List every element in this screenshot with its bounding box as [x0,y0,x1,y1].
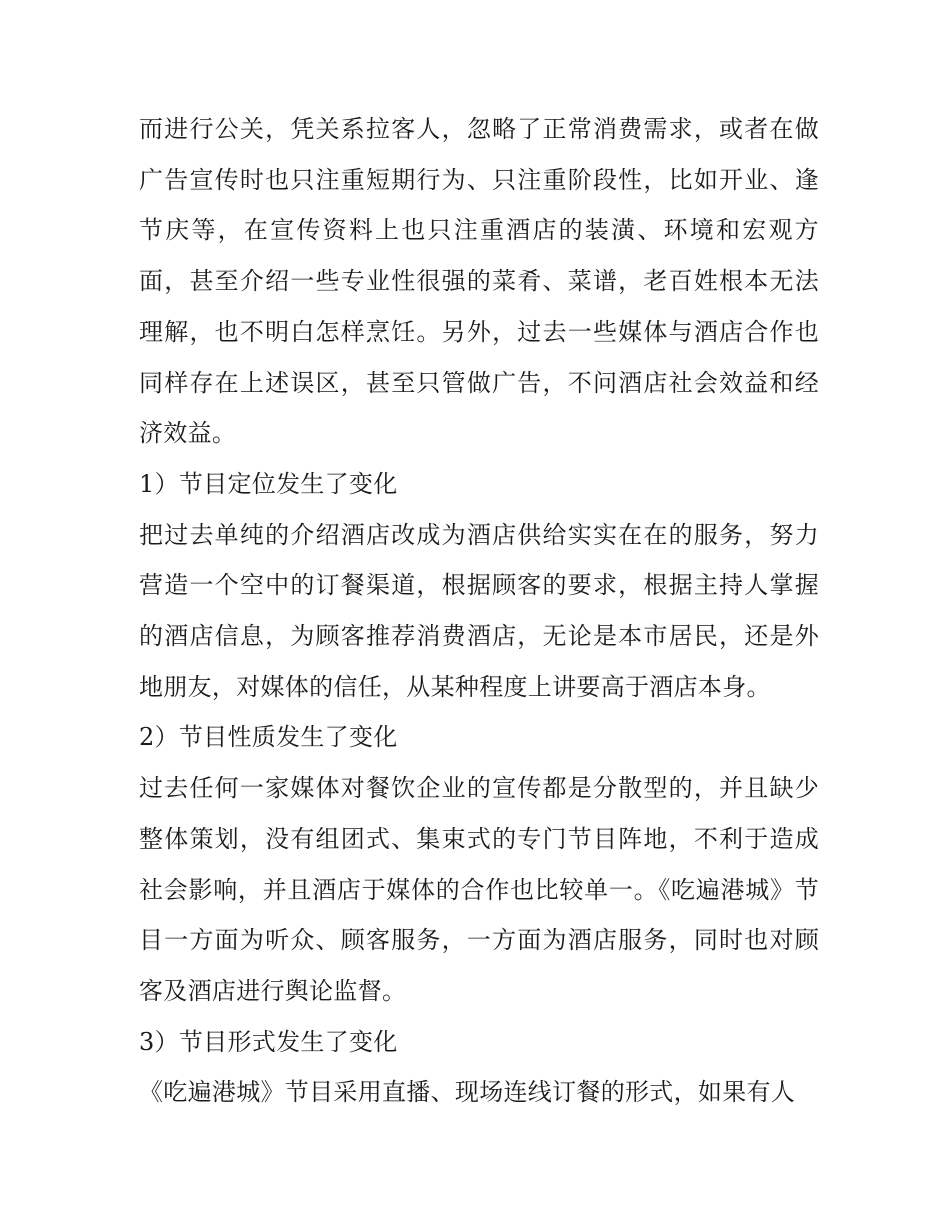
section-heading-2: 2）节目性质发生了变化 [139,723,398,752]
section-heading-3: 3）节目形式发生了变化 [139,1027,398,1056]
paragraph-format: 《吃遍港城》节目采用直播、现场连线订餐的形式，如果有人 [139,1078,796,1107]
section-heading-1: 1）节目定位发生了变化 [139,469,398,498]
paragraph-positioning: 把过去单纯的介绍酒店改成为酒店供给实实在在的服务，努力营造一个空中的订餐渠道，根据顾客的要求，根据主持人掌握的酒店信息，为顾客推荐消费酒店，无论是本市居民，还是外地朋友，对媒体的信任，从某种程度上讲要高于酒店本身。 [139,520,819,701]
paragraph-nature: 过去任何一家媒体对餐饮企业的宣传都是分散型的，并且缺少整体策划，没有组团式、集束式的专门节目阵地，不利于造成社会影响，并且酒店于媒体的合作也比较单一。《吃遍港城》节目一方面为听众、顾客服务，一方面为酒店服务，同时也对顾客及酒店进行舆论监督。 [139,774,819,1005]
paragraph-intro: 而进行公关，凭关系拉客人，忽略了正常消费需求，或者在做广告宣传时也只注重短期行为、只注重阶段性，比如开业、逢节庆等，在宣传资料上也只注重酒店的装潢、环境和宏观方面，甚至介绍一些专业性很强的菜肴、菜谱，老百姓根本无法理解，也不明白怎样烹饪。另外，过去一些媒体与酒店合作也同样存在上述误区，甚至只管做广告，不问酒店社会效益和经济效益。 [139,115,819,448]
document-body [139,104,819,1118]
